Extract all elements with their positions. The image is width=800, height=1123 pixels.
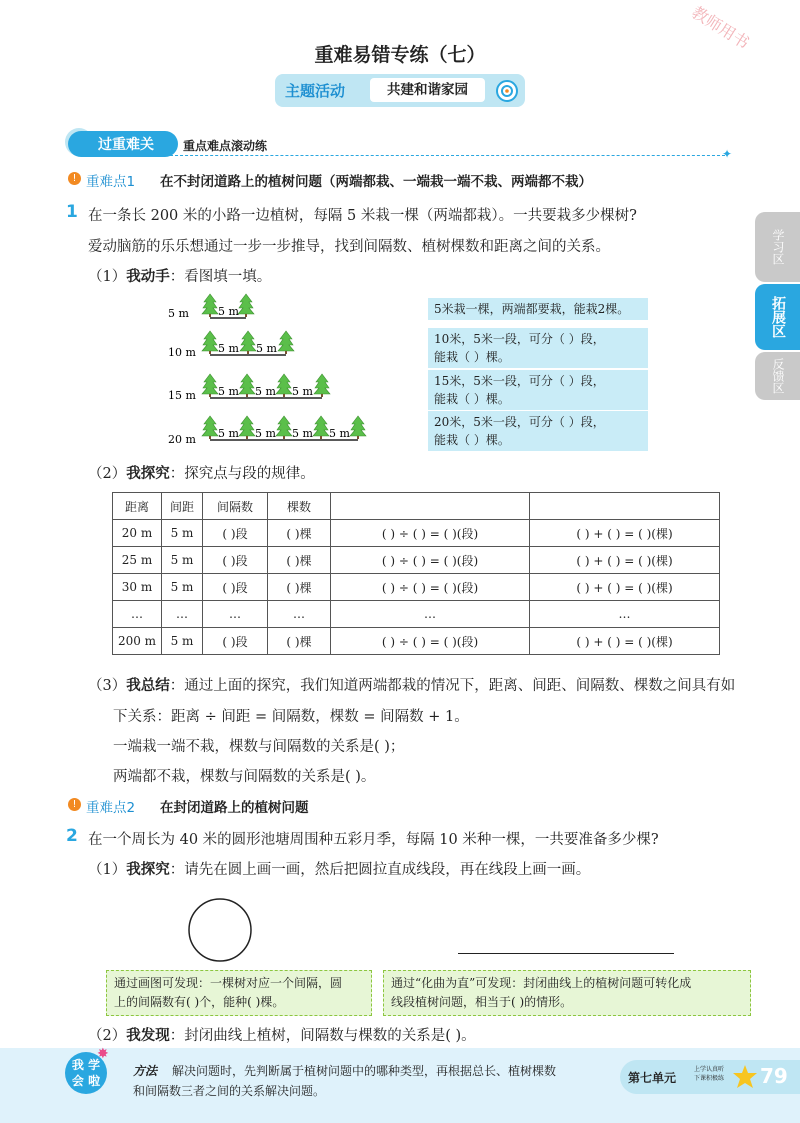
line-drawing-area[interactable] <box>458 953 674 954</box>
table-cell[interactable]: ( ) ÷ ( ) = ( )(段) <box>331 547 530 574</box>
table-header-cell: 间隔数 <box>203 493 268 520</box>
part-number: （2） <box>88 466 127 482</box>
theme-banner <box>275 74 525 107</box>
theme-tag: 主题活动 <box>285 82 346 100</box>
table-cell[interactable]: ( ) ÷ ( ) = ( )(段) <box>331 574 530 601</box>
unit-badge <box>620 1060 800 1094</box>
part-text: ：探究点与段的规律。 <box>169 466 315 482</box>
table-cell: … <box>162 601 203 628</box>
table-cell[interactable]: ( ) + ( ) = ( )(棵) <box>530 547 720 574</box>
method-label: 方法 <box>133 1064 158 1078</box>
table-cell[interactable]: ( )棵 <box>268 520 331 547</box>
page-number: 79 <box>760 1064 788 1088</box>
part-bold-label: 我发现 <box>126 1028 170 1044</box>
part-bold-label: 我探究 <box>126 862 170 878</box>
diagram-label-15m: 15 m <box>168 389 196 402</box>
part-number: （1） <box>88 269 127 285</box>
table-cell: … <box>113 601 162 628</box>
keypoint-1-label: 重难点1 <box>86 174 136 190</box>
hint-line[interactable]: 上的间隔数有( )个，能种( )棵。 <box>114 995 285 1009</box>
table-cell[interactable]: ( )棵 <box>268 628 331 655</box>
info-box-line: 5米栽一棵，两端都要栽，能栽2棵。 <box>434 302 630 316</box>
part-text: ：请先在圆上画一画，然后把圆拉直成线段，再在线段上画一画。 <box>169 862 591 878</box>
method-line-2: 和间隔数三者之间的关系解决问题。 <box>133 1084 326 1098</box>
part-number: （3） <box>88 678 127 694</box>
table-row <box>113 628 720 655</box>
question-2-part2 <box>88 1024 476 1045</box>
table-cell: 30 m <box>113 574 162 601</box>
table-cell[interactable]: ( )棵 <box>268 547 331 574</box>
info-box-3 <box>428 370 648 410</box>
part-number: （1） <box>88 862 127 878</box>
segment-label: 5 m <box>218 385 239 398</box>
segment-label: 5 m <box>292 385 313 398</box>
info-box-2 <box>428 328 648 368</box>
question-1-part3 <box>88 674 735 695</box>
hint-line: 通过“化曲为直”可发现：封闭曲线上的植树问题可转化成 <box>391 976 692 990</box>
summary-line: 下关系：距离 ÷ 间距 = 间隔数，棵数 = 间隔数 + 1。 <box>113 709 469 725</box>
table-header-cell: 距离 <box>113 493 162 520</box>
table-cell: 5 m <box>162 628 203 655</box>
info-box-line: 20米，5米一段，可分（ ）段， <box>434 415 605 429</box>
question-1-part2 <box>88 462 315 483</box>
part-text: ：通过上面的探究，我们知道两端都栽的情况下，距离、间距、间隔数、棵数之间具有如 <box>169 678 736 694</box>
mascot-text: 我 学 <box>71 1058 101 1072</box>
part-bold-label: 我探究 <box>126 466 170 482</box>
question-1-part1 <box>88 265 271 286</box>
star-mascot-icon <box>732 1064 758 1090</box>
table-cell: 5 m <box>162 574 203 601</box>
table-cell[interactable]: ( ) + ( ) = ( )(棵) <box>530 520 720 547</box>
circle-drawing-area[interactable] <box>185 895 255 965</box>
keypoint-2-label: 重难点2 <box>86 800 136 816</box>
table-cell: … <box>331 601 530 628</box>
question-2-number: 2 <box>66 826 78 846</box>
info-box-1 <box>428 298 648 320</box>
table-header-cell <box>530 493 720 520</box>
part-bold-label: 我总结 <box>126 678 170 694</box>
table-cell: 5 m <box>162 547 203 574</box>
keypoint-2-text: 在封闭道路上的植树问题 <box>160 800 309 816</box>
info-box-line: 能栽（ ）棵。 <box>434 392 510 406</box>
star-icon: ✸ <box>97 1046 109 1062</box>
part-bold-label: 我动手 <box>126 269 170 285</box>
hint-line: 通过画图可发现：一棵树对应一个间隔，圆 <box>114 976 343 990</box>
table-cell[interactable]: ( ) ÷ ( ) = ( )(段) <box>331 520 530 547</box>
segment-label: 5 m <box>329 427 350 440</box>
part-text: ：封闭曲线上植树，间隔数与棵数的关系是( )。 <box>169 1028 476 1044</box>
table-header-cell: 间距 <box>162 493 203 520</box>
tree-icon <box>238 294 254 317</box>
page-title: 重难易错专练（七） <box>314 44 486 66</box>
table-header-cell: 棵数 <box>268 493 331 520</box>
section-divider <box>170 155 725 156</box>
question-1-number: 1 <box>66 202 78 222</box>
part-number: （2） <box>88 1028 127 1044</box>
info-box-line: 15米，5米一段，可分（ ）段， <box>434 374 605 388</box>
table-cell[interactable]: ( ) ÷ ( ) = ( )(段) <box>331 628 530 655</box>
table-cell[interactable]: ( )段 <box>203 520 268 547</box>
hint-box-right <box>383 970 751 1016</box>
table-row <box>113 520 720 547</box>
info-box-line: 能栽（ ）棵。 <box>434 433 510 447</box>
keypoint-icon: ! <box>68 798 81 811</box>
table-cell[interactable]: ( ) + ( ) = ( )(棵) <box>530 628 720 655</box>
table-cell: 5 m <box>162 520 203 547</box>
tab-extension-area[interactable]: 拓展区 <box>755 284 800 350</box>
tab-feedback-area[interactable]: 反馈区 <box>755 352 800 400</box>
mascot-text: 会 啦 <box>71 1074 101 1088</box>
hint-box-left <box>106 970 372 1016</box>
theme-subtitle: 共建和谐家园 <box>370 78 485 102</box>
question-1-line2: 爱动脑筋的乐乐想通过一步一步推导，找到间隔数、植树棵数和距离之间的关系。 <box>88 239 610 255</box>
exploration-table <box>112 492 720 655</box>
section-label: 过重难关 <box>98 137 154 153</box>
segment-label: 5 m <box>292 427 313 440</box>
table-row <box>113 574 720 601</box>
tree-diagram <box>160 292 380 452</box>
table-header-cell <box>331 493 530 520</box>
summary-blank-1[interactable]: 一端栽一端不栽，棵数与间隔数的关系是( )； <box>113 739 405 755</box>
segment-label: 5 m <box>256 342 277 355</box>
info-box-line: 10米，5米一段，可分（ ）段， <box>434 332 605 346</box>
keypoint-icon: ! <box>68 172 81 185</box>
tab-study-area[interactable]: 学习区 <box>755 212 800 282</box>
segment-label: 5 m <box>255 427 276 440</box>
diagram-label-5m: 5 m <box>168 307 189 320</box>
table-cell[interactable]: ( )棵 <box>268 574 331 601</box>
tree-icon <box>202 294 218 317</box>
table-cell: 25 m <box>113 547 162 574</box>
unit-small-line: 上学认真听 <box>694 1066 725 1073</box>
keypoint-1-text: 在不封闭道路上的植树问题（两端都栽、一端栽一端不栽、两端都不栽） <box>160 174 592 190</box>
info-box-line: 能栽（ ）棵。 <box>434 350 510 364</box>
section-subtitle: 重点难点滚动练 <box>183 139 268 153</box>
question-2-part1 <box>88 858 590 879</box>
segment-label: 5 m <box>218 305 239 318</box>
unit-small-line: 下课积极练 <box>694 1075 725 1082</box>
table-cell[interactable]: ( )段 <box>203 574 268 601</box>
unit-small-text <box>694 1065 724 1083</box>
table-cell[interactable]: ( )段 <box>203 547 268 574</box>
question-1-line1: 在一条长 200 米的小路一边植树，每隔 5 米栽一棵（两端都栽）。一共要栽多少棵树? <box>88 208 637 224</box>
part-text: ：看图填一填。 <box>169 269 272 285</box>
table-cell: 20 m <box>113 520 162 547</box>
segment-label: 5 m <box>218 342 239 355</box>
table-cell[interactable]: ( )段 <box>203 628 268 655</box>
table-row <box>113 601 720 628</box>
table-cell: … <box>530 601 720 628</box>
table-header-row <box>113 493 720 520</box>
star-icon: ✦ <box>722 147 733 161</box>
segment-label: 5 m <box>218 427 239 440</box>
segment-label: 5 m <box>255 385 276 398</box>
target-icon <box>495 79 519 103</box>
table-cell: … <box>268 601 331 628</box>
summary-blank-2[interactable]: 两端都不栽，棵数与间隔数的关系是( )。 <box>113 769 376 785</box>
info-box-4 <box>428 411 648 451</box>
table-row <box>113 547 720 574</box>
hint-line[interactable]: 线段植树问题，相当于( )的情形。 <box>391 995 573 1009</box>
question-2-line1: 在一个周长为 40 米的圆形池塘周围种五彩月季，每隔 10 米种一棵，一共要准备多少棵? <box>88 832 659 848</box>
diagram-label-10m: 10 m <box>168 346 196 359</box>
diagram-label-20m: 20 m <box>168 433 196 446</box>
unit-label: 第七单元 <box>628 1071 677 1085</box>
table-cell: 200 m <box>113 628 162 655</box>
method-line-1: 解决问题时，先判断属于植树问题中的哪种类型，再根据总长、植树棵数 <box>172 1064 557 1078</box>
watermark-stamp: 教师用书 <box>688 2 753 53</box>
section-bar <box>68 131 178 157</box>
table-cell: … <box>203 601 268 628</box>
table-cell[interactable]: ( ) + ( ) = ( )(棵) <box>530 574 720 601</box>
